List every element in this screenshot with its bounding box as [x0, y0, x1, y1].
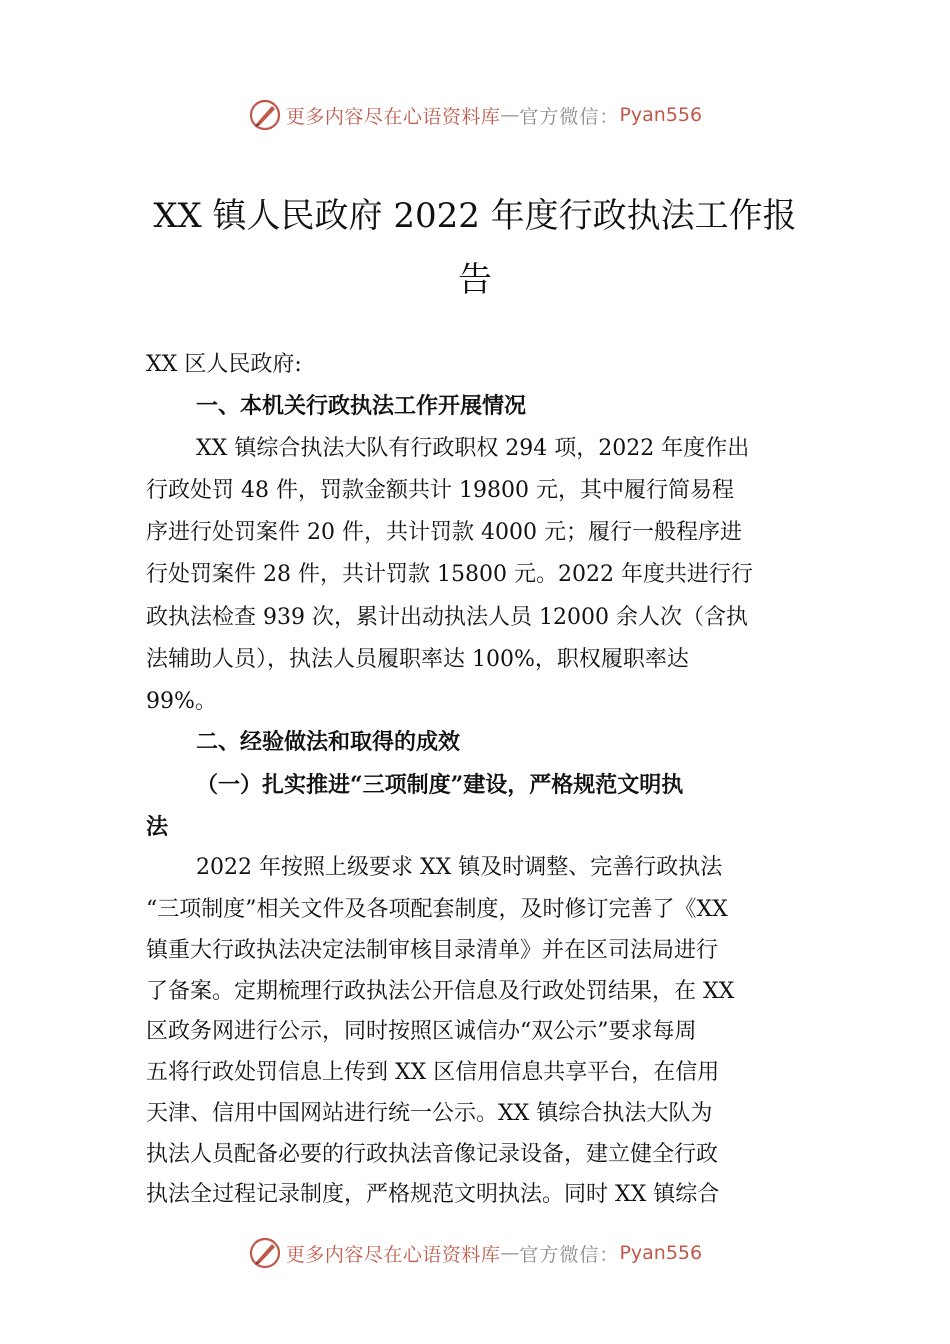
paragraph-line: 天津、信用中国网站进行统一公示。XX 镇综合执法大队为: [146, 1101, 713, 1126]
section2-heading: 二、经验做法和取得的成效: [196, 730, 461, 755]
watermark-wechat-label: 官方微信：: [519, 105, 620, 128]
paragraph-line: 五将行政处罚信息上传到 XX 区信用信息共享平台，在信用: [146, 1060, 720, 1085]
watermark-brand: 更多内容尽在心语资料库: [285, 105, 501, 128]
paragraph-line: 行政处罚 48 件，罚款金额共计 19800 元，其中履行简易程: [146, 478, 734, 503]
paragraph-line: 区政务网进行公示，同时按照区诚信办“双公示”要求每周: [146, 1019, 697, 1044]
section1-heading: 一、本机关行政执法工作开展情况: [196, 394, 527, 419]
watermark-wechat-id: Pyan556: [619, 104, 703, 126]
watermark-wechat-id: Pyan556: [619, 1242, 703, 1264]
document-title-line2: 告: [458, 260, 492, 300]
paragraph-line: 了备案。定期梳理行政执法公开信息及行政处罚结果，在 XX: [146, 979, 735, 1004]
paragraph-line: XX 镇综合执法大队有行政职权 294 项，2022 年度作出: [196, 436, 750, 461]
watermark-dash: —: [500, 1242, 520, 1264]
paragraph-line: 执法全过程记录制度，严格规范文明执法。同时 XX 镇综合: [146, 1182, 720, 1207]
salutation: XX 区人民政府:: [146, 352, 302, 377]
watermark-brand: 更多内容尽在心语资料库: [285, 1243, 501, 1266]
subsection-heading-line: （一）扎实推进“三项制度”建设，严格规范文明执: [196, 772, 684, 798]
footer-watermark: [0, 1233, 950, 1273]
paragraph-line: 法辅助人员），执法人员履职率达 100%，职权履职率达: [146, 647, 689, 672]
paragraph-line: “三项制度”相关文件及各项配套制度，及时修订完善了《XX: [146, 897, 728, 922]
subsection-heading-line: 法: [146, 814, 169, 840]
pen-logo-icon: [248, 98, 282, 132]
paragraph-line: 行处罚案件 28 件，共计罚款 15800 元。2022 年度共进行行: [146, 562, 753, 587]
paragraph-line: 执法人员配备必要的行政执法音像记录设备，建立健全行政: [146, 1142, 719, 1167]
watermark-wechat-label: 官方微信：: [519, 1243, 620, 1266]
paragraph-line: 2022 年按照上级要求 XX 镇及时调整、完善行政执法: [196, 855, 723, 880]
watermark-dash: —: [500, 104, 520, 126]
paragraph-line: 序进行处罚案件 20 件，共计罚款 4000 元；履行一般程序进: [146, 520, 742, 545]
document-title-line1: XX 镇人民政府 2022 年度行政执法工作报: [153, 196, 797, 236]
paragraph-line: 镇重大行政执法决定法制审核目录清单》并在区司法局进行: [146, 938, 719, 963]
paragraph-line: 政执法检查 939 次，累计出动执法人员 12000 余人次（含执: [146, 605, 748, 630]
pen-logo-icon: [248, 1236, 282, 1270]
header-watermark: [0, 95, 950, 135]
paragraph-line: 99%。: [146, 689, 217, 714]
